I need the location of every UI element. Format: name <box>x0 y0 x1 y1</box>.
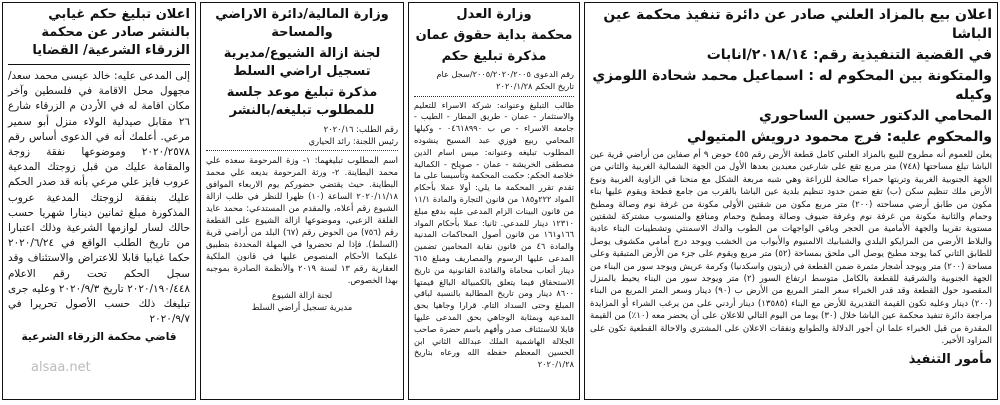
session-notice-body: اسم المطلوب تبليغهما: ١- وزة المرحومة سعده علي محمد البطاينة. ٢- ورثة المرحومة بديعه علي محمد البطاينة. حيث يقتضي حضوركم يوم الاربعاء الموافق ٢٠٢٠/١١/١٨ الساعة (١٠) ظهرا للنظر في طلب ازالة الشيوع رقم أعلاه، والمقدم من المستدعي: محمد عايد الفلقة الزعبي، وموضوعها ازالة الشيوع على القطعة رقم (٧٥٦) من الحوض رقم (٦٧) البلد من أراضي قرية (السلط). فإذا لم تحضروا في المهلة المحددة بتطبيق عليكما الأحكام المنصوص عليها في قانون الملكية العقارية رقم ١٣ لسنة ٢٠١٩ والأنظمة الصادرة بموجبه بهذا الخصوص. <box>206 155 399 285</box>
case-number: رقم الدعوى ٢٠٠٥/٢٠٢٠/٢٠٠٥/سجل عام <box>436 69 574 79</box>
auction-parties-line: والمتكونة بين المحكوم له : اسماعيل محمد شحادة اللومزي وكيله <box>592 68 992 103</box>
co-ownership-removal-notice <box>200 2 404 400</box>
request-number: رقم الطلب: ٢٠٢٠/١٦ <box>323 124 398 134</box>
site-watermark: alsaa.net <box>31 360 91 375</box>
absentia-notice-title: اعلان تبليغ حكم غيابي بالنشر صادر عن محكمة الزرقاء الشرعية/ القضايا <box>32 7 190 58</box>
auction-debtor-line: والمحكوم عليه: فرج محمود درويش المتيولي <box>687 129 992 145</box>
directorate-signature: مديرية تسجيل أراضي السلط <box>251 302 353 312</box>
judgment-notice-heading: مذكرة تبليغ حكم <box>441 49 547 64</box>
auction-notice-body: يعلن للعموم أنه مطروح للبيع بالمزاد العلني كامل قطعة الأرض رقم ٤٥٥ حوض ٩ أم صفاين من أراضي قرية عين الباشا تبلغ مساحتها (٧٤٨) متر مربع تقع على شارعين معبدين بعدها الأول من الجهة الشمالية الغربية والثاني من الجهة الجنوبية الغربية وتربتها حمراء صالحة للزراعة وهي شبه مربعة الشكل مع منحنا في الزاوية الغربية ونوع الأرض ملك تنظيم سكن (ب) تقع ضمن حدود تنظيم بلدية عين الباشا بالقرب من جامع فطحة ويقوم عليها بناء مكون من طابق أرضي مساحته (٢٠٠) متر مربع مكون من شقتين الأولى مكونة من غرفة نوم وصالة ومطبخ وحمام والثانية مكونة من غرفة نوم وغرفة ضيوف وصالة ومطبخ وحمام ومنافع والمنسوب مشتركة لشقتين مستوية تقريبا والجهة الأمامية من الحجر وباقي الواجهات من الطوب والدك الاسمنتي وتشطيبات البناء عادية والبلاط الأرضي من المزايكو البلدي والشبابيك الالمنيوم والأبواب من الخشب ويوجد درج أمامي مكشوف يوصل للطابق الثاني كما يوجد مطبخ يوصل الى ملحق بمساحة (٥٢) متر مربع ويقوم على جزء من الأرض المتبقية وعلى مساحة (٢٠٠) متر ويوجد أشجار مثمرة ضمن القطعة في (زيتون واسكدنيا) وكرمة عريش ويوجد سور من البناء من الجهة الجنوبية والشرقية للقطعة بالكامل متوسط ارتفاع السور (٢) متر ويوجد سور من البناء يحيط بالمنزل المقصود حول القطعة وقد قدر الخبراء سعر المتر المربع من الأرض ب (٩٠) دينار وسعر المتر المربع من البناء (٢٠٠) دينار وعليه تكون القيمة التقديرية للأرض مع البناء (١٣٥٨٥) دينار أردني على من يرغب الشراء أو المزايدة مراجعة دائرة تنفيذ محكمة عين الباشا خلال (٣٠) يوما من اليوم التالي للاعلان على أن يحضر معه (١٠٪) من القيمة المقدرة من قبل الخبراء علما ان أجور الدلالة والطوابع ونفقات الاعلان على المشتري والاحالة القطعية تكون على المزاود الأخير. <box>590 150 993 347</box>
auction-lawyer-line: المحامي الدكتور حسين الساحوري <box>758 108 992 124</box>
judgment-date: تاريخ الحكم ٢٠٢٠/١/٢٨ <box>496 80 574 91</box>
session-notice-heading: مذكرة تبليغ موعد جلسة للمطلوب تبليغه/بالنشر <box>226 85 378 118</box>
auction-case-line: في القضية التنفيذية رقم: ٢٠١٨/١٤/انابات <box>706 47 992 63</box>
auction-notice-title: اعلان بيع بالمزاد العلني صادر عن دائرة تنفيذ محكمة عين الباشا <box>603 7 992 42</box>
divider <box>206 150 398 151</box>
divider <box>8 64 190 65</box>
committee-signature: لجنة ازالة الشيوع <box>271 290 333 300</box>
auction-signature: مأمور التنفيذ <box>908 351 992 367</box>
ministry-of-justice-heading: وزارة العدل <box>456 7 532 22</box>
judge-signature: قاضي محكمة الزرقاء الشرعية <box>21 331 177 344</box>
committee-heading: لجنة ازالة الشيوع/مديرية تسجيل اراضي السلط <box>223 46 381 79</box>
court-heading: محكمة بداية حقوق عمان <box>415 28 573 43</box>
judgment-notice-body: طالب التبليغ وعنوانه: شركة الاسراء للتعليم والاستثمار - عمان - طريق المطار - الطيب - جامعة الاسراء - ص ب ٠٤٦١٨٩٩٠ - وكيلها المحامي ربيع فوزي عبد المسيح ينشوده المطلوب تبليغه وعنوانه: ميس اسام الدين مصطفى الخريشة - عمان - صويلح - الكمالية خلاصة الحكم: حكمت المحكمة وتأسيسا على ما تقدم تقرر المحكمة ما يلي: أولا عملا بأحكام المواد ٢٢٢و١٨٥ من قانون التجارة والمادة ١١/١ من قانون البينات الزام المدعى عليه بدفع مبلغ ١٢٣١٠ دينار للمدعي. ثانيا: عملا بأحكام المواد ١٦٦و١٦١ من قانون أصول المحاكمات المدنية والمادة ٤٦ من قانون نقابة المحامين تضمين المدعى عليها الرسوم والمصاريف ومبلغ ٦١٥ دينار أتعاب محاماة والفائدة القانونية من تاريخ الاستحقاق فيما يتعلق بالكمبيالة البالغ قيمتها ٨٦٠٠ دينار ومن تاريخ المطالبة بالنسبة لباقي المبلغ وحتى السداد التام. قرارا وجاهيا بحق المدعية وبمثابة الوجاهي بحق المدعى عليها قابلا للاستئناف صدر وأفهم باسم حضرة صاحب الجلالة الهاشمية الملك عبدالله الثاني ابن الحسين المعظم حفظه الله ورعاه بتاريخ ٢٠٢٠/١/٢٨ <box>414 99 574 370</box>
ministry-of-finance-heading: وزارة المالية/دائرة الاراضي والمساحة <box>215 7 389 40</box>
judgment-notice-amman <box>408 2 580 400</box>
auction-notice <box>584 2 998 400</box>
absentia-judgment-notice <box>2 2 196 400</box>
committee-chair: رئيس اللجنة: رائد الحياري <box>308 136 398 146</box>
absentia-notice-body: إلى المدعى عليه: خالد عيسى محمد سعد/مجهول محل الاقامة في فلسطين وآخر مكان اقامة له في الأردن م الزرقاء شارع ٢٦ مقابل صيدلية الولاء منزل أبو سمير مرعي. أعلمك أنه في الدعوى أساس رقم ٢٠٢٠/٢٥٧٨ وموضوعها نفقة زوجة والمقامة عليك من قبل زوجتك المدعية عروب فايز علي مرعي بأنه قد صدر الحكم عليك بنفقة لزوجتك المدعية عروب المذكورة مبلغ ثمانين دينارا شهريا حسب حالك لسار لوازمها الشرعية وذلك اعتبارا من تاريخ الطلب الواقع في ٢٠٢٠/٦/٢٤ حكما غيابيا قابلا للاعتراض والاستئناف وقد سجل الحكم تحت رقم الاعلام ٢٠٢٠/١٩٠/٤٤٨ تاريخ ٢٠٢٠/٩/٣ وعليه جرى تبليغك ذلك حسب الأصول تحريرا في ٢٠٢٠/٩/٧ <box>8 70 191 326</box>
divider <box>414 96 574 97</box>
